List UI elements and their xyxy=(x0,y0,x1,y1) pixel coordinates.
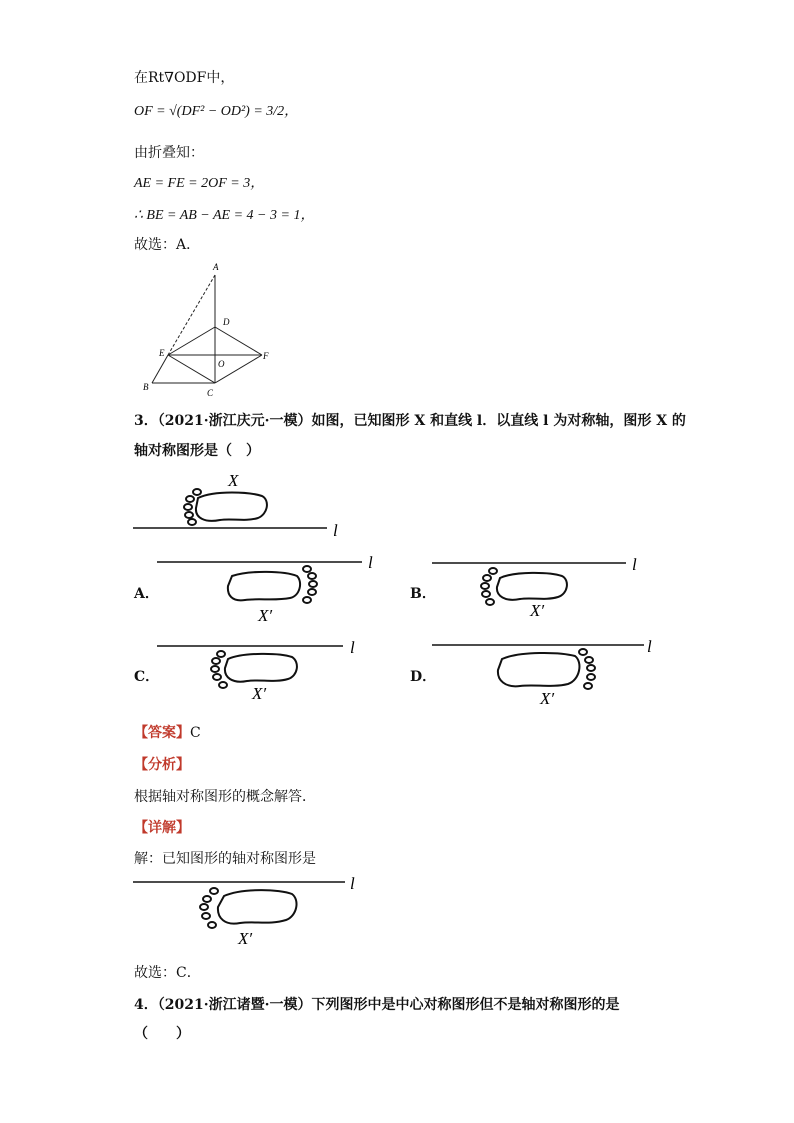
point-label-o: O xyxy=(218,359,225,369)
point-label-f: F xyxy=(263,351,269,361)
option-a-image-label: X′ xyxy=(258,606,273,625)
solution-line-2: OF = √(DF² − OD²) = 3/2， xyxy=(134,104,299,119)
option-d-image-label: X′ xyxy=(540,689,555,708)
point-label-e: E xyxy=(159,348,165,358)
answer-tag: 【答案】 xyxy=(134,725,190,741)
answer-footprint-icon xyxy=(200,888,297,928)
line-l-label: l xyxy=(333,521,338,540)
figure-x-label: X xyxy=(228,471,239,490)
point-label-a: A xyxy=(213,262,219,272)
option-b-line-label: l xyxy=(632,555,637,574)
option-c-image-label: X′ xyxy=(252,684,267,703)
solution-line-3: 由折叠知： xyxy=(134,145,204,161)
final-answer-text: 故选：C． xyxy=(134,965,201,981)
detail-tag: 【详解】 xyxy=(134,820,190,836)
option-d-line-label: l xyxy=(647,637,652,656)
question4-stem-1: 4．（2021·浙江诸暨·一模）下列图形中是中心对称图形但不是轴对称图形的是 xyxy=(134,997,620,1013)
solution-line-4: AE = FE = 2OF = 3， xyxy=(134,176,265,191)
question3-stem-1: 3．（2021·浙江庆元·一模）如图，已知图形 X 和直线 l．以直线 l 为对称轴，图形 X 的 xyxy=(134,413,686,429)
analysis-tag: 【分析】 xyxy=(134,757,190,773)
option-c-line-label: l xyxy=(350,638,355,657)
answer-image-label: X′ xyxy=(238,929,253,948)
option-d-label: D． xyxy=(410,669,437,685)
option-c-label: C． xyxy=(134,669,160,685)
question4-stem-2: （ ） xyxy=(134,1026,190,1042)
solution-line-1: 在Rt∇ODF中， xyxy=(134,70,235,86)
detail-text: 解：已知图形的轴对称图形是 xyxy=(134,851,316,867)
option-a-line-label: l xyxy=(368,553,373,572)
analysis-text: 根据轴对称图形的概念解答． xyxy=(134,789,316,805)
question3-stem-2: 轴对称图形是（ ） xyxy=(134,443,260,459)
solution-line-5: ∴ BE = AB − AE = 4 − 3 = 1， xyxy=(134,208,315,223)
point-label-b: B xyxy=(143,382,149,392)
answer-value: C xyxy=(190,725,201,741)
solution-line-6: 故选：A． xyxy=(134,237,201,253)
point-label-c: C xyxy=(207,388,214,398)
point-label-d: D xyxy=(223,317,230,327)
option-a-label: A． xyxy=(134,586,159,602)
option-b-image-label: X′ xyxy=(530,601,545,620)
option-b-label: B． xyxy=(410,586,436,602)
answer-line-label: l xyxy=(350,874,355,893)
